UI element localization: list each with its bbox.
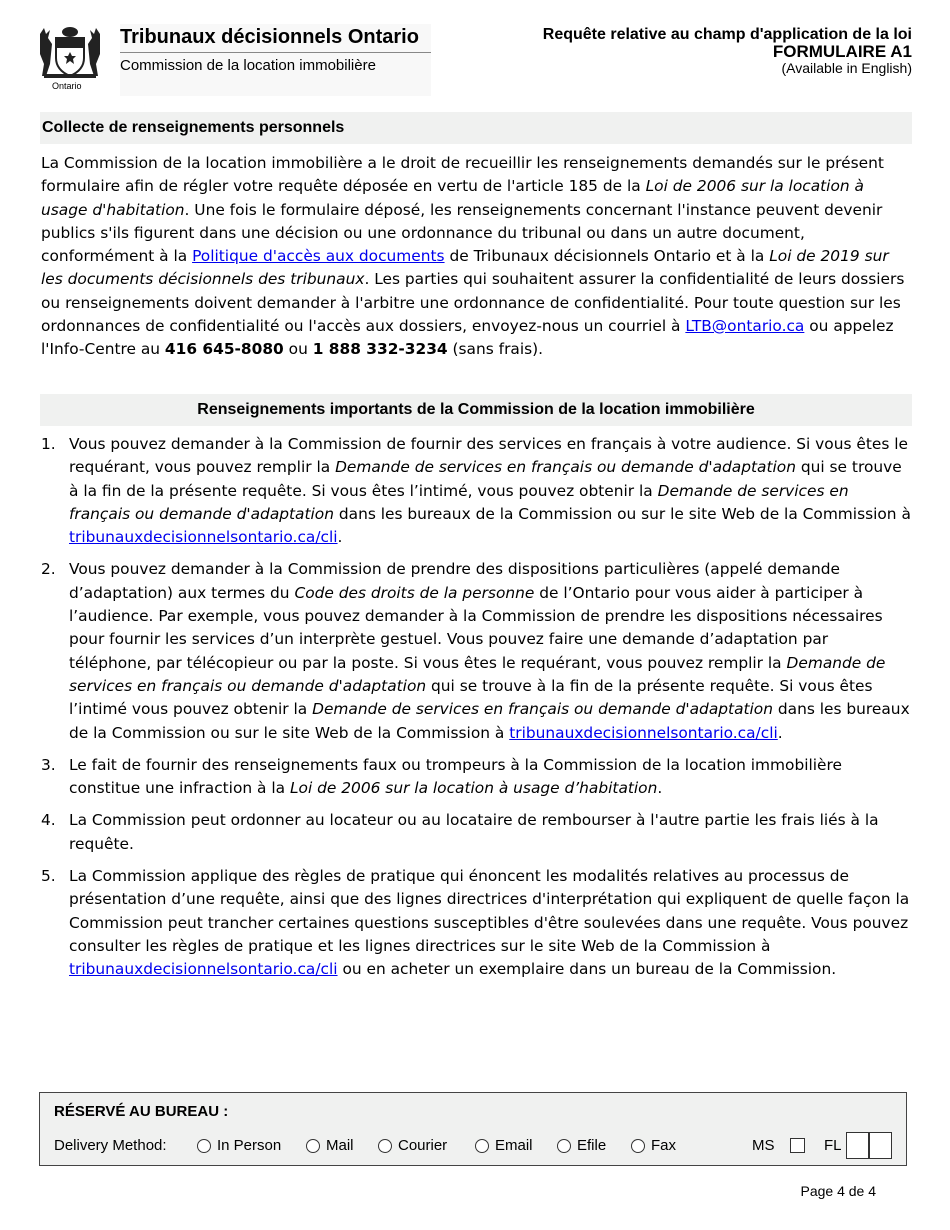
item-text: de l’Ontario pour vous aider à participer à l’audience. Par exemple, vous pouvez demander à la Commission de prendre les dispositions nécessaires pour fournir les services d’un interprète gestuel. Vous pouvez faire une demande d’adaptation par téléphone, par télécopieur ou par la poste. Si vous êtes le requérant, vous pouvez remplir la: [69, 583, 883, 672]
radio-mail[interactable]: [306, 1137, 354, 1154]
ms-label: MS: [752, 1137, 775, 1154]
fl-input-box[interactable]: [846, 1132, 869, 1159]
office-use-box: [39, 1092, 907, 1166]
list-item: [41, 809, 911, 856]
organization-name: Tribunaux décisionnels Ontario: [120, 26, 419, 48]
access-policy-link[interactable]: Politique d'accès aux documents: [192, 247, 445, 266]
delivery-method-label: Delivery Method:: [54, 1137, 167, 1154]
organization-block: [120, 24, 431, 96]
office-use-title: RÉSERVÉ AU BUREAU :: [54, 1103, 229, 1120]
logo-caption: Ontario: [52, 81, 82, 91]
privacy-text-5: ou appelez l'Info-Centre au: [41, 317, 894, 359]
radio-circle[interactable]: [378, 1139, 392, 1153]
email-link[interactable]: LTB@ontario.ca: [685, 317, 805, 336]
radio-circle[interactable]: [197, 1139, 211, 1153]
radio-label: Efile: [577, 1137, 607, 1154]
privacy-text-1: La Commission de la location immobilière a le droit de recueillir les renseignements demandés sur le présent formulaire afin de régler votre requête déposée en vertu de l'article 185 de la: [41, 154, 884, 196]
form-name: Demande de services en français ou demande d'adaptation: [335, 458, 796, 477]
phone-number: 1 888 332-3234: [312, 340, 448, 359]
item-text: .: [777, 723, 783, 742]
radio-fax[interactable]: [631, 1137, 676, 1154]
item-text: Le fait de fournir des renseignements faux ou trompeurs à la Commission de la location immobilière constitue une infraction à la: [69, 755, 842, 798]
item-text: Vous pouvez demander à la Commission de prendre des dispositions particulières (appelé demande d’adaptation) aux termes du: [69, 560, 840, 602]
radio-label: Email: [495, 1137, 533, 1154]
item-text: ou en acheter un exemplaire dans un bureau de la Commission.: [337, 960, 837, 979]
radio-label: Fax: [651, 1137, 677, 1154]
important-info-list: [41, 433, 911, 991]
radio-label: Courier: [398, 1137, 448, 1154]
radio-circle[interactable]: [557, 1139, 571, 1153]
list-number: 2.: [41, 560, 56, 579]
law-title: Loi de 2006 sur la location à usage d’habitation: [289, 779, 658, 798]
form-name: Demande de services en français ou demande d'adaptation: [312, 700, 773, 719]
privacy-text-6: ou: [283, 340, 313, 359]
page-header: [36, 24, 912, 94]
radio-courier[interactable]: [378, 1137, 447, 1154]
list-item: [41, 558, 911, 744]
radio-circle[interactable]: [306, 1139, 320, 1153]
form-title-block: [543, 26, 912, 77]
list-item: [41, 754, 911, 801]
item-text: La Commission applique des règles de pratique qui énoncent les modalités relatives au processus de présentation d’une requête, ainsi que des lignes directrices d'interprétation qui expliquent de quelle façon la Commission peut trancher certaines questions susceptibles d'être soulevées dans une requête. Vous pouvez consulter les règles de pratique et les lignes directrices sur le site Web de la Commission à: [69, 867, 910, 955]
privacy-paragraph: [41, 152, 911, 362]
list-item: [41, 433, 911, 549]
fl-input-box[interactable]: [869, 1132, 892, 1159]
fl-label: FL: [824, 1137, 842, 1154]
important-info-heading: Renseignements importants de la Commission de la location immobilière: [40, 394, 912, 426]
tribunal-website-link[interactable]: tribunauxdecisionnelsontario.ca/cli: [509, 723, 778, 742]
item-text: dans les bureaux de la Commission ou sur le site Web de la Commission à: [69, 700, 910, 742]
privacy-text-7: (sans frais).: [447, 340, 544, 359]
law-title: Loi de 2019 sur les documents décisionnels des tribunaux: [41, 247, 889, 289]
form-title: Requête relative au champ d'application de la loi: [542, 26, 912, 43]
organization-subtitle: Commission de la location immobilière: [120, 57, 376, 74]
radio-label: In Person: [217, 1137, 282, 1154]
item-text: qui se trouve à la fin de la présente requête. Si vous êtes l’intimé vous pouvez obtenir la: [69, 676, 873, 719]
list-number: 1.: [41, 435, 56, 453]
radio-circle[interactable]: [475, 1139, 489, 1153]
tribunal-website-link[interactable]: tribunauxdecisionnelsontario.ca/cli: [69, 528, 338, 547]
divider: [120, 52, 431, 53]
page-number: Page 4 de 4: [800, 1183, 876, 1199]
form-code: FORMULAIRE A1: [772, 42, 912, 61]
phone-number: 416 645-8080: [164, 340, 284, 359]
radio-in-person[interactable]: [197, 1137, 281, 1154]
item-text: .: [657, 779, 663, 798]
code-name: Code des droits de la personne: [294, 583, 535, 602]
list-number: 4.: [41, 811, 56, 830]
available-in-english: (Available in English): [781, 60, 912, 76]
radio-efile[interactable]: [557, 1137, 606, 1154]
tribunal-website-link[interactable]: tribunauxdecisionnelsontario.ca/cli: [69, 960, 338, 979]
form-name: Demande de services en français ou demande d'adaptation: [69, 653, 886, 695]
list-item: [41, 865, 911, 981]
law-title: Loi de 2006 sur la location à usage d'habitation: [41, 177, 864, 219]
radio-email[interactable]: [475, 1137, 533, 1154]
item-text: .: [337, 528, 343, 547]
item-text: Vous pouvez demander à la Commission de fournir des services en français à votre audience. Si vous êtes le requérant, vous pouvez remplir la: [69, 435, 908, 477]
item-text: qui se trouve à la fin de la présente requête. Si vous êtes l’intimé, vous pouvez obtenir la: [69, 458, 902, 500]
list-number: 3.: [41, 755, 56, 774]
privacy-text-2: . Une fois le formulaire déposé, les renseignements concernant l'instance peuvent devenir publics s'ils figurent dans une décision ou une ordonnance du tribunal ou dans un autre document, conformément à la: [41, 200, 883, 266]
privacy-text-3: de Tribunaux décisionnels Ontario et à la: [444, 247, 770, 266]
ms-checkbox[interactable]: [790, 1138, 805, 1153]
radio-label: Mail: [326, 1137, 354, 1154]
form-name: Demande de services en français ou demande d'adaptation: [69, 481, 849, 523]
item-text: La Commission peut ordonner au locateur ou au locataire de rembourser à l'autre partie les frais liés à la requête.: [69, 811, 879, 853]
item-text: dans les bureaux de la Commission ou sur le site Web de la Commission à: [333, 504, 911, 523]
privacy-text-4: . Les parties qui souhaitent assurer la confidentialité de leurs dossiers ou renseignements doivent demander à l'arbitre une ordonnance de confidentialité. Pour toute question sur les ordonnances de confidentialité ou l'accès aux dossiers, envoyez-nous un courriel à: [41, 270, 905, 336]
privacy-heading: Collecte de renseignements personnels: [40, 112, 912, 144]
list-number: 5.: [41, 867, 56, 886]
radio-circle[interactable]: [631, 1139, 645, 1153]
